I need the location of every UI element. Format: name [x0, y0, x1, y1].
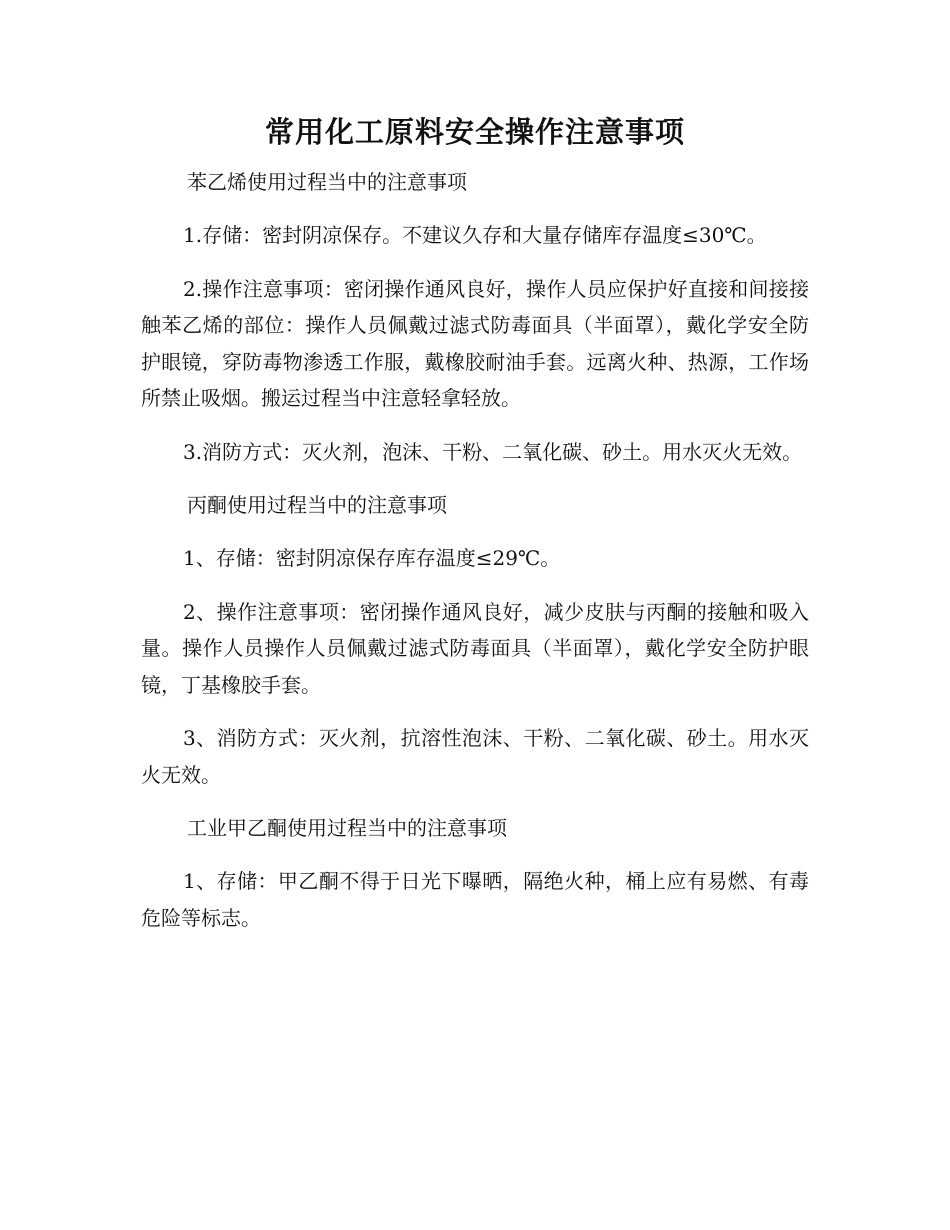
paragraph: 1、存储：甲乙酮不得于日光下曝晒，隔绝火种，桶上应有易燃、有毒危险等标志。 — [141, 869, 809, 930]
paragraph: 2.操作注意事项：密闭操作通风良好，操作人员应保护好直接和间接接触苯乙烯的部位：操作人员佩戴过滤式防毒面具（半面罩），戴化学安全防护眼镜，穿防毒物渗透工作服，戴橡胶耐油手套。远离火种、热源，工作场所禁止吸烟。搬运过程当中注意轻拿轻放。 — [141, 276, 809, 410]
section-heading: 苯乙烯使用过程当中的注意事项 — [187, 170, 467, 194]
section-mek — [141, 810, 809, 936]
document-title: 常用化工原料安全操作注意事项 — [264, 115, 685, 149]
paragraph: 3.消防方式：灭火剂，泡沫、干粉、二氧化碳、砂土。用水灭火无效。 — [183, 439, 803, 464]
paragraph: 3、消防方式：灭火剂，抗溶性泡沫、干粉、二氧化碳、砂土。用水灭火无效。 — [141, 726, 809, 787]
section-styrene — [141, 164, 809, 470]
paragraph: 2、操作注意事项：密闭操作通风良好，减少皮肤与丙酮的接触和吸入量。操作人员操作人员佩戴过滤式防毒面具（半面罩），戴化学安全防护眼镜，丁基橡胶手套。 — [141, 599, 809, 697]
paragraph: 1、存储：密封阴凉保存库存温度≤29℃。 — [183, 546, 561, 570]
paragraph: 1.存储：密封阴凉保存。不建议久存和大量存储库存温度≤30℃。 — [183, 223, 767, 247]
section-acetone — [141, 487, 809, 793]
document-body — [141, 164, 809, 953]
section-heading: 丙酮使用过程当中的注意事项 — [187, 493, 447, 517]
section-heading: 工业甲乙酮使用过程当中的注意事项 — [187, 816, 507, 840]
